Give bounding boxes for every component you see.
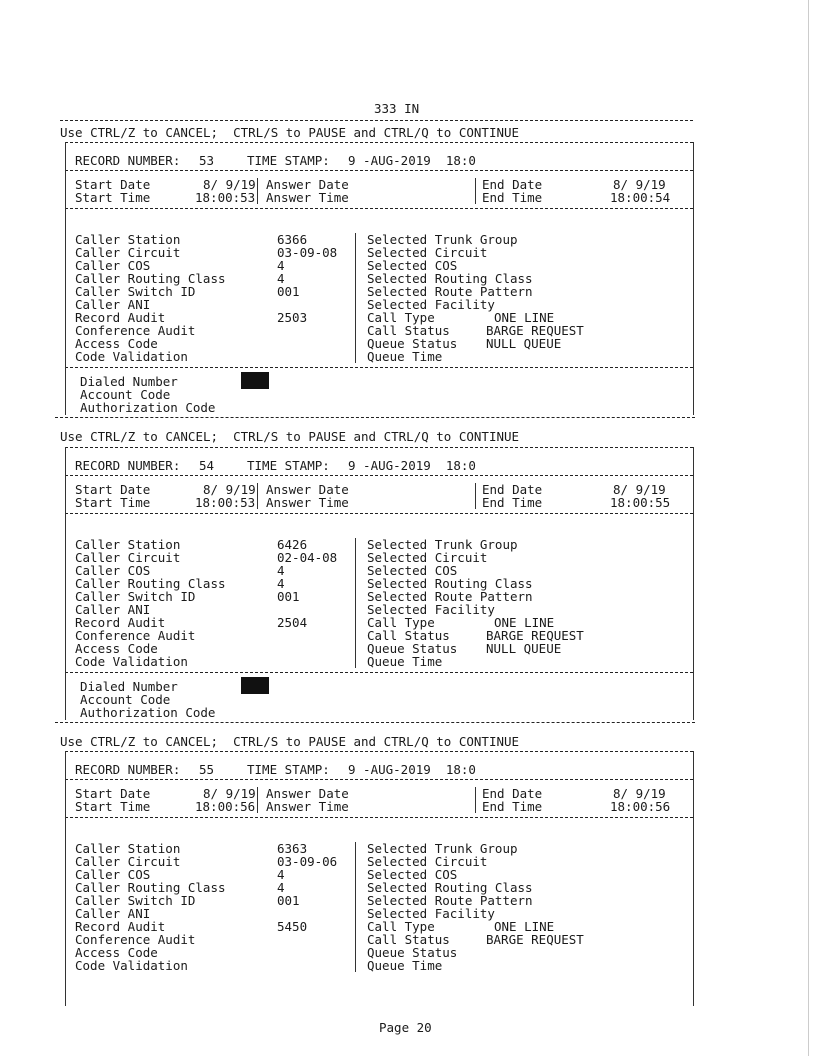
record-number-label: RECORD NUMBER: <box>75 153 181 168</box>
caller-station: 6366 <box>277 232 308 247</box>
time-stamp: 9 -AUG-2019 18:0 <box>348 458 476 473</box>
call-type-label: Call Type <box>367 919 435 934</box>
start-date-label: Start Date <box>75 177 151 192</box>
caller-switch-id: 001 <box>277 589 300 604</box>
caller-ani-label: Caller ANI <box>75 602 151 617</box>
divider <box>65 751 66 1006</box>
caller-ani-label: Caller ANI <box>75 906 151 921</box>
answer-date-label: Answer Date <box>266 786 349 801</box>
answer-time-label: Answer Time <box>266 190 349 205</box>
call-status: BARGE REQUEST <box>486 323 584 338</box>
answer-time-label: Answer Time <box>266 495 349 510</box>
call-status: BARGE REQUEST <box>486 628 584 643</box>
queue-time-label: Queue Time <box>367 349 443 364</box>
selected-cos-label: Selected COS <box>367 258 458 273</box>
start-date-label: Start Date <box>75 786 151 801</box>
conference-audit-label: Conference Audit <box>75 932 196 947</box>
selected-cos-label: Selected COS <box>367 563 458 578</box>
caller-ani-label: Caller ANI <box>75 297 151 312</box>
caller-circuit-label: Caller Circuit <box>75 245 181 260</box>
authorization-code-label: Authorization Code <box>80 400 216 415</box>
answer-time-label: Answer Time <box>266 799 349 814</box>
time-stamp-label: TIME STAMP: <box>247 458 330 473</box>
caller-cos: 4 <box>277 867 285 882</box>
divider <box>65 142 66 415</box>
record-audit: 2504 <box>277 615 308 630</box>
start-date: 8/ 9/19 <box>203 786 256 801</box>
caller-routing-class: 4 <box>277 576 285 591</box>
end-time-label: End Time <box>482 799 543 814</box>
caller-cos-label: Caller COS <box>75 258 151 273</box>
caller-circuit-label: Caller Circuit <box>75 854 181 869</box>
record-number-label: RECORD NUMBER: <box>75 458 181 473</box>
access-code-label: Access Code <box>75 336 158 351</box>
time-stamp: 9 -AUG-2019 18:0 <box>348 762 476 777</box>
caller-routing-class: 4 <box>277 271 285 286</box>
caller-switch-id-label: Caller Switch ID <box>75 893 196 908</box>
selected-routing-class-label: Selected Routing Class <box>367 880 533 895</box>
start-time-label: Start Time <box>75 190 151 205</box>
caller-cos-label: Caller COS <box>75 563 151 578</box>
record-number: 53 <box>199 153 215 168</box>
call-type: ONE LINE <box>494 919 555 934</box>
caller-switch-id-label: Caller Switch ID <box>75 284 196 299</box>
caller-cos-label: Caller COS <box>75 867 151 882</box>
caller-station: 6363 <box>277 841 308 856</box>
call-status-label: Call Status <box>367 932 450 947</box>
caller-circuit: 03-09-08 <box>277 245 338 260</box>
caller-station-label: Caller Station <box>75 841 181 856</box>
divider <box>65 142 693 143</box>
selected-facility-label: Selected Facility <box>367 906 495 921</box>
time-stamp: 9 -AUG-2019 18:0 <box>348 153 476 168</box>
divider <box>65 751 693 752</box>
record-audit: 2503 <box>277 310 308 325</box>
selected-routing-class-label: Selected Routing Class <box>367 576 533 591</box>
start-date-label: Start Date <box>75 482 151 497</box>
divider <box>693 447 694 720</box>
dialed-number-label: Dialed Number <box>80 679 178 694</box>
record-audit-label: Record Audit <box>75 919 166 934</box>
record-number-label: RECORD NUMBER: <box>75 762 181 777</box>
page-header: 333 IN <box>374 101 420 116</box>
end-time-label: End Time <box>482 495 543 510</box>
divider <box>355 233 356 363</box>
divider <box>55 722 695 723</box>
selected-trunk-group-label: Selected Trunk Group <box>367 232 518 247</box>
record-number: 55 <box>199 762 215 777</box>
selected-facility-label: Selected Facility <box>367 602 495 617</box>
selected-route-pattern-label: Selected Route Pattern <box>367 893 533 908</box>
divider <box>693 751 694 1006</box>
call-status-label: Call Status <box>367 628 450 643</box>
caller-routing-class-label: Caller Routing Class <box>75 880 226 895</box>
queue-status-label: Queue Status <box>367 945 458 960</box>
selected-circuit-label: Selected Circuit <box>367 245 488 260</box>
caller-switch-id-label: Caller Switch ID <box>75 589 196 604</box>
divider <box>65 170 693 171</box>
caller-switch-id: 001 <box>277 284 300 299</box>
call-status-label: Call Status <box>367 323 450 338</box>
end-date-label: End Date <box>482 177 543 192</box>
caller-cos: 4 <box>277 563 285 578</box>
call-type-label: Call Type <box>367 615 435 630</box>
code-validation-label: Code Validation <box>75 654 188 669</box>
account-code-label: Account Code <box>80 387 171 402</box>
conference-audit-label: Conference Audit <box>75 323 196 338</box>
end-date-label: End Date <box>482 786 543 801</box>
time-stamp-label: TIME STAMP: <box>247 153 330 168</box>
selected-trunk-group-label: Selected Trunk Group <box>367 537 518 552</box>
account-code-label: Account Code <box>80 692 171 707</box>
caller-station-label: Caller Station <box>75 232 181 247</box>
call-type: ONE LINE <box>494 310 555 325</box>
divider <box>65 513 693 514</box>
record-audit-label: Record Audit <box>75 615 166 630</box>
divider <box>55 417 695 418</box>
divider <box>693 142 694 415</box>
divider <box>355 842 356 972</box>
divider <box>65 779 693 780</box>
selected-facility-label: Selected Facility <box>367 297 495 312</box>
start-time: 18:00:53 <box>195 190 256 205</box>
end-date-label: End Date <box>482 482 543 497</box>
time-stamp-label: TIME STAMP: <box>247 762 330 777</box>
page-footer: Page 20 <box>379 1020 432 1035</box>
control-message: Use CTRL/Z to CANCEL; CTRL/S to PAUSE and CTRL/Q to CONTINUE <box>60 429 520 444</box>
caller-routing-class-label: Caller Routing Class <box>75 271 226 286</box>
divider <box>65 447 693 448</box>
caller-routing-class-label: Caller Routing Class <box>75 576 226 591</box>
caller-cos: 4 <box>277 258 285 273</box>
record-number: 54 <box>199 458 215 473</box>
queue-status-label: Queue Status <box>367 641 458 656</box>
end-time: 18:00:55 <box>610 495 671 510</box>
redacted-block <box>241 677 269 694</box>
caller-station-label: Caller Station <box>75 537 181 552</box>
start-time-label: Start Time <box>75 799 151 814</box>
divider <box>475 787 476 813</box>
page-edge <box>808 0 809 1056</box>
redacted-block <box>241 372 269 389</box>
authorization-code-label: Authorization Code <box>80 705 216 720</box>
answer-date-label: Answer Date <box>266 177 349 192</box>
answer-date-label: Answer Date <box>266 482 349 497</box>
selected-routing-class-label: Selected Routing Class <box>367 271 533 286</box>
divider <box>65 208 693 209</box>
queue-status: NULL QUEUE <box>486 336 562 351</box>
queue-status: NULL QUEUE <box>486 641 562 656</box>
end-date: 8/ 9/19 <box>613 177 666 192</box>
end-time: 18:00:54 <box>610 190 671 205</box>
divider <box>355 538 356 668</box>
start-time: 18:00:53 <box>195 495 256 510</box>
divider <box>65 817 693 818</box>
caller-switch-id: 001 <box>277 893 300 908</box>
access-code-label: Access Code <box>75 945 158 960</box>
code-validation-label: Code Validation <box>75 958 188 973</box>
control-message: Use CTRL/Z to CANCEL; CTRL/S to PAUSE and CTRL/Q to CONTINUE <box>60 125 520 140</box>
start-date: 8/ 9/19 <box>203 177 256 192</box>
divider <box>65 367 693 368</box>
conference-audit-label: Conference Audit <box>75 628 196 643</box>
end-date: 8/ 9/19 <box>613 786 666 801</box>
end-time-label: End Time <box>482 190 543 205</box>
caller-circuit-label: Caller Circuit <box>75 550 181 565</box>
call-status: BARGE REQUEST <box>486 932 584 947</box>
queue-time-label: Queue Time <box>367 958 443 973</box>
record-audit: 5450 <box>277 919 308 934</box>
start-time-label: Start Time <box>75 495 151 510</box>
code-validation-label: Code Validation <box>75 349 188 364</box>
divider <box>475 178 476 204</box>
caller-circuit: 02-04-08 <box>277 550 338 565</box>
selected-cos-label: Selected COS <box>367 867 458 882</box>
caller-routing-class: 4 <box>277 880 285 895</box>
selected-circuit-label: Selected Circuit <box>367 854 488 869</box>
selected-route-pattern-label: Selected Route Pattern <box>367 589 533 604</box>
control-message: Use CTRL/Z to CANCEL; CTRL/S to PAUSE and CTRL/Q to CONTINUE <box>60 734 520 749</box>
divider <box>65 475 693 476</box>
access-code-label: Access Code <box>75 641 158 656</box>
caller-circuit: 03-09-06 <box>277 854 338 869</box>
start-date: 8/ 9/19 <box>203 482 256 497</box>
call-type-label: Call Type <box>367 310 435 325</box>
divider <box>257 178 258 204</box>
queue-time-label: Queue Time <box>367 654 443 669</box>
record-audit-label: Record Audit <box>75 310 166 325</box>
divider <box>65 672 693 673</box>
queue-status-label: Queue Status <box>367 336 458 351</box>
selected-route-pattern-label: Selected Route Pattern <box>367 284 533 299</box>
dialed-number-label: Dialed Number <box>80 374 178 389</box>
call-type: ONE LINE <box>494 615 555 630</box>
divider <box>257 483 258 509</box>
caller-station: 6426 <box>277 537 308 552</box>
selected-trunk-group-label: Selected Trunk Group <box>367 841 518 856</box>
divider <box>60 120 693 121</box>
divider <box>475 483 476 509</box>
end-date: 8/ 9/19 <box>613 482 666 497</box>
selected-circuit-label: Selected Circuit <box>367 550 488 565</box>
start-time: 18:00:56 <box>195 799 256 814</box>
divider <box>65 447 66 720</box>
end-time: 18:00:56 <box>610 799 671 814</box>
divider <box>257 787 258 813</box>
